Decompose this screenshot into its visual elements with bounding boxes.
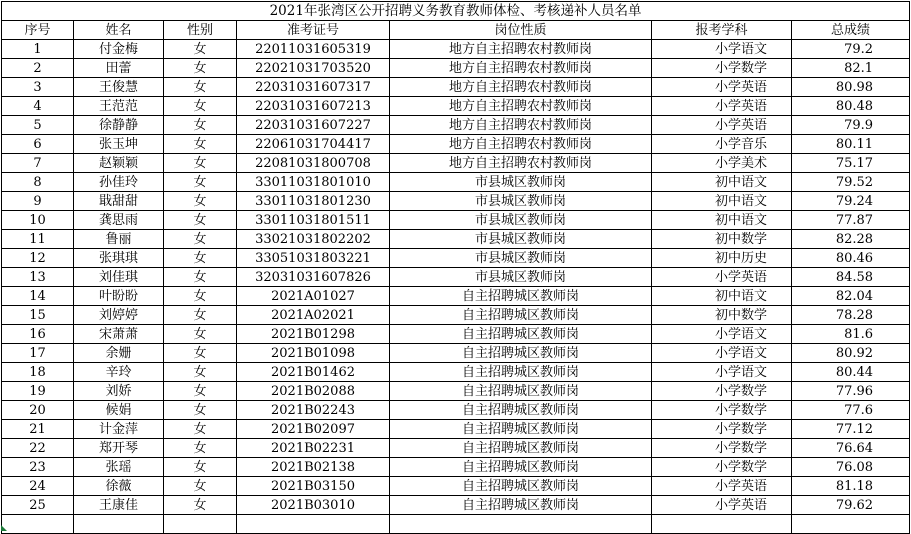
cell-subject[interactable]: 初中数学 (652, 306, 792, 325)
cell-subject[interactable]: 小学英语 (652, 268, 792, 287)
cell-score[interactable]: 76.64 (792, 439, 910, 458)
cell-post[interactable]: 地方自主招聘农村教师岗 (390, 59, 652, 78)
table-row (2, 458, 910, 477)
cell-name[interactable]: 辛玲 (74, 363, 164, 382)
cell-exam-id[interactable]: 22031031607227 (237, 116, 390, 135)
cell-score[interactable]: 82.04 (792, 287, 910, 306)
cell-exam-id[interactable]: 2021B02243 (237, 401, 390, 420)
cell-exam-id[interactable]: 22061031704417 (237, 135, 390, 154)
cell-subject[interactable]: 初中历史 (652, 249, 792, 268)
cell-gender[interactable]: 女 (164, 249, 237, 268)
cell-seq[interactable]: 23 (2, 458, 74, 477)
cell-name[interactable]: 张琪琪 (74, 249, 164, 268)
cell-seq[interactable]: 4 (2, 97, 74, 116)
cell-exam-id[interactable]: 2021B02097 (237, 420, 390, 439)
header-name[interactable]: 姓名 (74, 21, 164, 40)
cell-subject[interactable]: 小学数学 (652, 458, 792, 477)
cell-post[interactable]: 市县城区教师岗 (390, 192, 652, 211)
table-row (2, 420, 910, 439)
cell-post[interactable]: 自主招聘城区教师岗 (390, 382, 652, 401)
cell-seq[interactable]: 21 (2, 420, 74, 439)
cell-gender[interactable]: 女 (164, 287, 237, 306)
empty-cell[interactable] (237, 515, 390, 534)
cell-gender[interactable]: 女 (164, 496, 237, 515)
cell-exam-id[interactable]: 33051031803221 (237, 249, 390, 268)
cell-gender[interactable]: 女 (164, 211, 237, 230)
cell-name[interactable]: 徐静静 (74, 116, 164, 135)
table-row (2, 154, 910, 173)
cell-post[interactable]: 市县城区教师岗 (390, 173, 652, 192)
cell-subject[interactable]: 小学数学 (652, 59, 792, 78)
cell-subject[interactable]: 小学英语 (652, 477, 792, 496)
cell-exam-id[interactable]: 2021B01098 (237, 344, 390, 363)
cell-name[interactable]: 候娟 (74, 401, 164, 420)
cell-subject[interactable]: 小学数学 (652, 401, 792, 420)
cell-name[interactable]: 鲁丽 (74, 230, 164, 249)
cell-seq[interactable]: 13 (2, 268, 74, 287)
cell-score[interactable]: 79.62 (792, 496, 910, 515)
cell-seq[interactable]: 12 (2, 249, 74, 268)
cell-post[interactable]: 地方自主招聘农村教师岗 (390, 40, 652, 59)
cell-gender[interactable]: 女 (164, 401, 237, 420)
table-row (2, 287, 910, 306)
cell-seq[interactable]: 16 (2, 325, 74, 344)
sheet-title[interactable]: 2021年张湾区公开招聘义务教育教师体检、考核递补人员名单 (2, 2, 910, 21)
cell-score[interactable]: 77.6 (792, 401, 910, 420)
cell-exam-id[interactable]: 33011031801230 (237, 192, 390, 211)
cell-post[interactable]: 自主招聘城区教师岗 (390, 458, 652, 477)
cell-name[interactable]: 龚思雨 (74, 211, 164, 230)
cell-score[interactable]: 78.28 (792, 306, 910, 325)
cell-seq[interactable]: 10 (2, 211, 74, 230)
cell-name[interactable]: 戢甜甜 (74, 192, 164, 211)
table-row (2, 59, 910, 78)
header-exam-id[interactable]: 准考证号 (237, 21, 390, 40)
cell-seq[interactable]: 9 (2, 192, 74, 211)
cell-gender[interactable]: 女 (164, 268, 237, 287)
cell-name[interactable]: 计金萍 (74, 420, 164, 439)
cell-subject[interactable]: 初中语文 (652, 192, 792, 211)
cell-name[interactable]: 刘佳琪 (74, 268, 164, 287)
cell-subject[interactable]: 初中语文 (652, 173, 792, 192)
cell-exam-id[interactable]: 2021B02138 (237, 458, 390, 477)
cell-subject[interactable]: 小学数学 (652, 439, 792, 458)
empty-cell[interactable] (792, 515, 910, 534)
cell-exam-id[interactable]: 2021A02021 (237, 306, 390, 325)
cell-gender[interactable]: 女 (164, 154, 237, 173)
cell-exam-id[interactable]: 2021B02231 (237, 439, 390, 458)
cell-seq[interactable]: 14 (2, 287, 74, 306)
cell-subject[interactable]: 小学语文 (652, 363, 792, 382)
cell-subject[interactable]: 小学英语 (652, 496, 792, 515)
cell-gender[interactable]: 女 (164, 40, 237, 59)
cell-subject[interactable]: 小学语文 (652, 344, 792, 363)
cell-gender[interactable]: 女 (164, 230, 237, 249)
cell-exam-id[interactable]: 33011031801010 (237, 173, 390, 192)
cell-gender[interactable]: 女 (164, 477, 237, 496)
table-row (2, 249, 910, 268)
cell-exam-id[interactable]: 22011031605319 (237, 40, 390, 59)
cell-subject[interactable]: 小学美术 (652, 154, 792, 173)
cell-post[interactable]: 地方自主招聘农村教师岗 (390, 116, 652, 135)
cell-gender[interactable]: 女 (164, 344, 237, 363)
cell-subject[interactable]: 小学数学 (652, 382, 792, 401)
cell-gender[interactable]: 女 (164, 59, 237, 78)
cell-subject[interactable]: 初中语文 (652, 211, 792, 230)
cell-post[interactable]: 自主招聘城区教师岗 (390, 477, 652, 496)
cell-score[interactable]: 80.98 (792, 78, 910, 97)
cell-subject[interactable]: 小学音乐 (652, 135, 792, 154)
cell-subject[interactable]: 小学数学 (652, 420, 792, 439)
cell-score[interactable]: 80.92 (792, 344, 910, 363)
cell-post[interactable]: 自主招聘城区教师岗 (390, 306, 652, 325)
cell-seq[interactable]: 3 (2, 78, 74, 97)
cell-gender[interactable]: 女 (164, 192, 237, 211)
title-row (2, 2, 910, 21)
cell-exam-id[interactable]: 2021B01298 (237, 325, 390, 344)
cell-score[interactable]: 80.44 (792, 363, 910, 382)
empty-cell[interactable] (164, 515, 237, 534)
cell-score[interactable]: 80.48 (792, 97, 910, 116)
cell-score[interactable]: 80.46 (792, 249, 910, 268)
empty-cell[interactable] (74, 515, 164, 534)
table-row (2, 211, 910, 230)
cell-subject[interactable]: 初中语文 (652, 287, 792, 306)
cell-subject[interactable]: 小学语文 (652, 325, 792, 344)
cell-gender[interactable]: 女 (164, 382, 237, 401)
cell-gender[interactable]: 女 (164, 135, 237, 154)
header-subject[interactable]: 报考学科 (652, 21, 792, 40)
cell-seq[interactable]: 8 (2, 173, 74, 192)
table-row (2, 135, 910, 154)
table-row (2, 173, 910, 192)
table-row (2, 78, 910, 97)
table-row (2, 439, 910, 458)
cell-post[interactable]: 市县城区教师岗 (390, 230, 652, 249)
table-row (2, 306, 910, 325)
cell-exam-id[interactable]: 2021B03010 (237, 496, 390, 515)
cell-gender[interactable]: 女 (164, 439, 237, 458)
cell-name[interactable]: 王范范 (74, 97, 164, 116)
cell-exam-id[interactable]: 22031031607317 (237, 78, 390, 97)
cell-gender[interactable]: 女 (164, 173, 237, 192)
cell-gender[interactable]: 女 (164, 306, 237, 325)
cell-post[interactable]: 地方自主招聘农村教师岗 (390, 154, 652, 173)
cell-post[interactable]: 自主招聘城区教师岗 (390, 287, 652, 306)
cell-score[interactable]: 79.9 (792, 116, 910, 135)
table-row (2, 97, 910, 116)
cell-name[interactable]: 徐薇 (74, 477, 164, 496)
cell-seq[interactable]: 2 (2, 59, 74, 78)
cell-score[interactable]: 82.28 (792, 230, 910, 249)
cell-score[interactable]: 77.96 (792, 382, 910, 401)
cell-score[interactable]: 81.6 (792, 325, 910, 344)
cell-score[interactable]: 79.2 (792, 40, 910, 59)
cell-exam-id[interactable]: 22021031703520 (237, 59, 390, 78)
table-row (2, 344, 910, 363)
cell-score[interactable]: 82.1 (792, 59, 910, 78)
cell-name[interactable]: 张瑶 (74, 458, 164, 477)
header-gender[interactable]: 性别 (164, 21, 237, 40)
header-row (2, 21, 910, 40)
cell-gender[interactable]: 女 (164, 325, 237, 344)
cell-gender[interactable]: 女 (164, 458, 237, 477)
cell-score[interactable]: 77.12 (792, 420, 910, 439)
cell-post[interactable]: 地方自主招聘农村教师岗 (390, 135, 652, 154)
table-row (2, 116, 910, 135)
cell-score[interactable]: 84.58 (792, 268, 910, 287)
cell-score[interactable]: 79.24 (792, 192, 910, 211)
cell-name[interactable]: 叶盼盼 (74, 287, 164, 306)
cell-seq[interactable]: 1 (2, 40, 74, 59)
cell-score[interactable]: 80.11 (792, 135, 910, 154)
cell-post[interactable]: 地方自主招聘农村教师岗 (390, 78, 652, 97)
cell-exam-id[interactable]: 33011031801511 (237, 211, 390, 230)
table-row (2, 325, 910, 344)
cell-seq[interactable]: 18 (2, 363, 74, 382)
cell-name[interactable]: 孙佳玲 (74, 173, 164, 192)
cell-name[interactable]: 张玉坤 (74, 135, 164, 154)
cell-exam-id[interactable]: 2021B02088 (237, 382, 390, 401)
table-row (2, 401, 910, 420)
table-row (2, 40, 910, 59)
cell-exam-id[interactable]: 2021A01027 (237, 287, 390, 306)
cell-subject[interactable]: 小学语文 (652, 40, 792, 59)
cell-post[interactable]: 自主招聘城区教师岗 (390, 363, 652, 382)
cell-subject[interactable]: 小学英语 (652, 78, 792, 97)
cell-gender[interactable]: 女 (164, 78, 237, 97)
cell-exam-id[interactable]: 33021031802202 (237, 230, 390, 249)
cell-subject[interactable]: 初中数学 (652, 230, 792, 249)
table-row (2, 477, 910, 496)
cell-post[interactable]: 市县城区教师岗 (390, 268, 652, 287)
empty-cell[interactable] (390, 515, 652, 534)
cell-gender[interactable]: 女 (164, 97, 237, 116)
cell-name[interactable]: 王康佳 (74, 496, 164, 515)
cell-post[interactable]: 市县城区教师岗 (390, 249, 652, 268)
empty-row (2, 515, 910, 534)
cell-subject[interactable]: 小学英语 (652, 116, 792, 135)
cell-name[interactable]: 郑开琴 (74, 439, 164, 458)
teacher-list-table (1, 1, 910, 534)
cell-score[interactable]: 77.87 (792, 211, 910, 230)
cell-exam-id[interactable]: 22031031607213 (237, 97, 390, 116)
cell-name[interactable]: 刘娇 (74, 382, 164, 401)
cell-seq[interactable]: 20 (2, 401, 74, 420)
cell-post[interactable]: 自主招聘城区教师岗 (390, 344, 652, 363)
cell-seq[interactable]: 17 (2, 344, 74, 363)
cell-gender[interactable]: 女 (164, 116, 237, 135)
cell-score[interactable]: 75.17 (792, 154, 910, 173)
header-seq[interactable]: 序号 (2, 21, 74, 40)
table-row (2, 192, 910, 211)
cell-gender[interactable]: 女 (164, 363, 237, 382)
cell-post[interactable]: 自主招聘城区教师岗 (390, 401, 652, 420)
cell-indicator-mark (1, 525, 7, 531)
cell-name[interactable]: 付金梅 (74, 40, 164, 59)
cell-seq[interactable]: 19 (2, 382, 74, 401)
cell-post[interactable]: 自主招聘城区教师岗 (390, 439, 652, 458)
cell-seq[interactable]: 15 (2, 306, 74, 325)
cell-seq[interactable]: 5 (2, 116, 74, 135)
cell-exam-id[interactable]: 2021B03150 (237, 477, 390, 496)
table-row (2, 382, 910, 401)
cell-name[interactable]: 余姗 (74, 344, 164, 363)
cell-name[interactable]: 王俊慧 (74, 78, 164, 97)
table-row (2, 496, 910, 515)
cell-seq[interactable]: 25 (2, 496, 74, 515)
cell-score[interactable]: 81.18 (792, 477, 910, 496)
empty-cell[interactable] (2, 515, 74, 534)
cell-post[interactable]: 地方自主招聘农村教师岗 (390, 97, 652, 116)
table-row (2, 363, 910, 382)
header-score[interactable]: 总成绩 (792, 21, 910, 40)
cell-name[interactable]: 田蕾 (74, 59, 164, 78)
cell-subject[interactable]: 小学英语 (652, 97, 792, 116)
cell-seq[interactable]: 11 (2, 230, 74, 249)
cell-exam-id[interactable]: 22081031800708 (237, 154, 390, 173)
cell-name[interactable]: 赵颖颖 (74, 154, 164, 173)
cell-score[interactable]: 76.08 (792, 458, 910, 477)
cell-name[interactable]: 宋萧萧 (74, 325, 164, 344)
cell-post[interactable]: 自主招聘城区教师岗 (390, 325, 652, 344)
cell-gender[interactable]: 女 (164, 420, 237, 439)
table-row (2, 268, 910, 287)
cell-post[interactable]: 市县城区教师岗 (390, 211, 652, 230)
empty-cell[interactable] (652, 515, 792, 534)
cell-seq[interactable]: 24 (2, 477, 74, 496)
cell-name[interactable]: 刘婷婷 (74, 306, 164, 325)
cell-score[interactable]: 79.52 (792, 173, 910, 192)
cell-seq[interactable]: 22 (2, 439, 74, 458)
table-row (2, 230, 910, 249)
cell-post[interactable]: 自主招聘城区教师岗 (390, 496, 652, 515)
cell-seq[interactable]: 7 (2, 154, 74, 173)
cell-exam-id[interactable]: 2021B01462 (237, 363, 390, 382)
cell-post[interactable]: 自主招聘城区教师岗 (390, 420, 652, 439)
cell-exam-id[interactable]: 32031031607826 (237, 268, 390, 287)
cell-seq[interactable]: 6 (2, 135, 74, 154)
header-post[interactable]: 岗位性质 (390, 21, 652, 40)
